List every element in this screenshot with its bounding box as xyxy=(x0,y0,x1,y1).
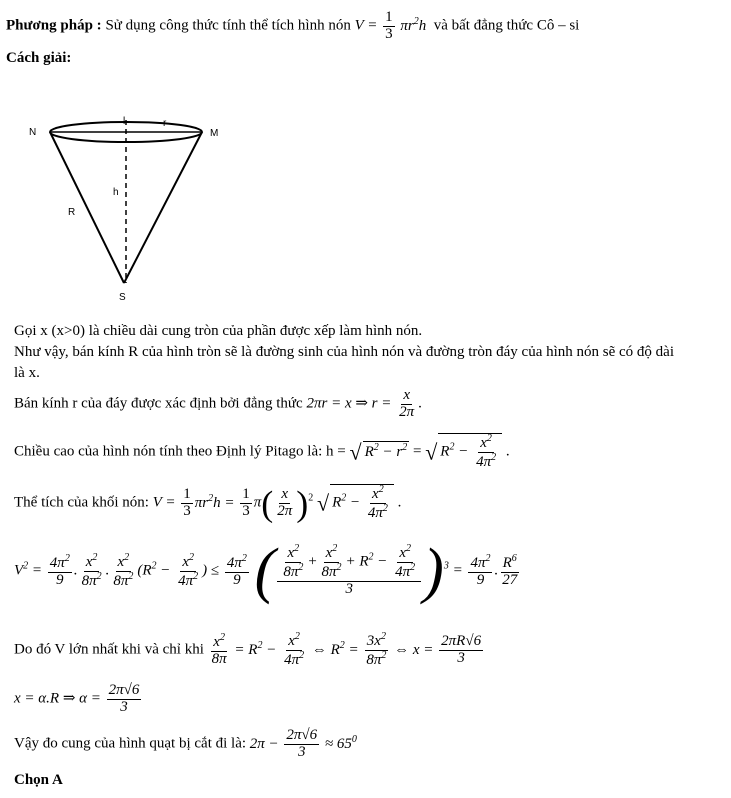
fraction-one-third: $\frac{1}{3}$ xyxy=(385,9,393,42)
fraction-x-over-2pi: $\frac{x}{2\pi}$ xyxy=(399,387,415,420)
max-condition-line: Do đó V lớn nhất khi và chỉ khi $\frac{x^2}{8\pi}$ = $R^2$ − $\frac{x^2}{4\pi^2}$ ⇔ $R^2$ = $\frac{3x^2}{8\pi^2}$ ⇔ x = $\frac{2\pi R√6}{3}$ xyxy=(14,631,482,668)
max-condition-text: Do đó V lớn nhất khi và chỉ khi xyxy=(14,641,204,658)
label-r: r xyxy=(163,118,167,129)
cone-right-edge xyxy=(124,132,202,283)
formula-tail: $\pi r^2h$ xyxy=(400,15,427,34)
volume-text: Thể tích của khối nón: xyxy=(14,494,149,511)
answer-choice: Chọn A xyxy=(14,772,63,788)
method-line xyxy=(6,10,579,43)
radius-line: Bán kính r của đáy được xác định bởi đẳng thức 2πr = x ⇒ r = $\frac{x}{2\pi}$ . xyxy=(14,387,422,420)
cone-volume-formula: V = xyxy=(354,17,378,34)
label-N: N xyxy=(29,127,37,138)
sqrt-r2-minus-r2: $R^2 - r^2$ xyxy=(364,441,408,460)
alpha-line: x = α.R ⇒ α = $\frac{2\pi√6}{3}$ xyxy=(14,682,140,715)
method-label: Phương pháp : xyxy=(6,17,102,34)
am-gm-inequality: $V^2$ = $\frac{4\pi^2}{9}$ . $\frac{x^2}{8\pi^2}$ . $\frac{x^2}{8\pi^2}$ ($R^2$ − $\frac{x^2}{4\pi^2}$ ) ≤ $\frac{4\pi^2}{9}$ ( $\frac{x^2}{8\pi^2}$ + $\frac{x^2}{8\pi^2}$ + $R^2$ − $\frac{x^2}{4\pi^2}$ 3 )$^3$ = $\frac{4\pi^2}{9}$ . $\frac{R^6}{27}$ xyxy=(14,537,518,605)
paragraph-2a: Như vậy, bán kính R của hình tròn sẽ là đường sinh của hình nón và đường tròn đáy của hình nón sẽ có độ dài xyxy=(14,344,674,360)
volume-line: Thể tích của khối nón: V = $\frac{1}{3}$ $\pi r^2h$ = $\frac{1}{3}$ π( $\frac{x}{2\pi}$ )$^2$ √ $R^2$ − $\frac{x^2}{4\pi^2}$ . xyxy=(14,483,402,524)
label-R: R xyxy=(68,207,76,218)
cone-diagram xyxy=(20,100,250,310)
conclusion-text: Vậy đo cung của hình quạt bị cắt đi là: xyxy=(14,735,247,752)
paragraph-1: Gọi x (x>0) là chiều dài cung tròn của phần được xếp làm hình nón. xyxy=(14,323,423,339)
radius-formula: 2πr = x ⇒ r = xyxy=(306,395,392,412)
label-M: M xyxy=(210,128,219,139)
label-h: h xyxy=(113,187,119,198)
conclusion-line: Vậy đo cung của hình quạt bị cắt đi là: 2π − $\frac{2\pi√6}{3}$ ≈ $65^0$ xyxy=(14,727,357,760)
method-text-2: và bất đẳng thức Cô – si xyxy=(433,17,580,34)
paragraph-2b: là x. xyxy=(14,365,40,381)
label-l: l xyxy=(123,116,126,127)
method-text: Sử dụng công thức tính thể tích hình nón xyxy=(105,17,351,34)
height-text: Chiều cao của hình nón tính theo Định lý Pitago là: h = xyxy=(14,443,346,460)
height-line: Chiều cao của hình nón tính theo Định lý Pitago là: h = √ $R^2 - r^2$ = √ $R^2$ − $\frac{x^2}{4\pi^2}$ . xyxy=(14,433,510,470)
sqrt-r2-minus-x2: $R^2$ − $\frac{x^2}{4\pi^2}$ xyxy=(438,433,502,471)
label-S: S xyxy=(119,292,126,303)
radius-text: Bán kính r của đáy được xác định bởi đẳng thức xyxy=(14,395,303,412)
cone-left-edge xyxy=(50,132,124,283)
solution-title: Cách giải: xyxy=(6,50,72,66)
